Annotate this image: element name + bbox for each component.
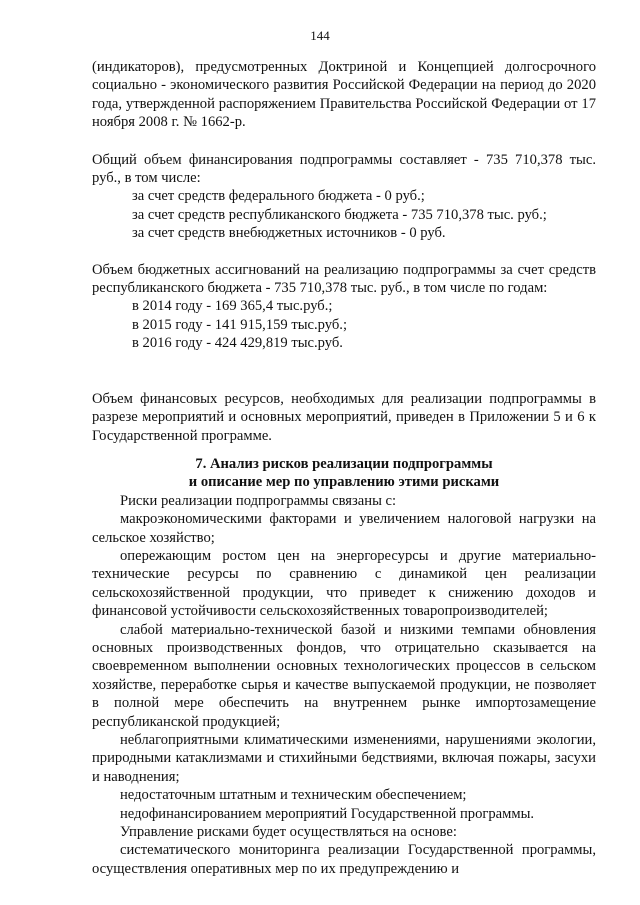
risk-item: опережающим ростом цен на энергоресурсы и другие материально-технические ресурсы по сравнению с динамикой цен реализации сельскохозяйственной продукции, что приведет к снижению доходов и финансовой устойчивости сельскохозяйственных товаропроизводителей; <box>92 547 596 620</box>
section-heading-line-1: 7. Анализ рисков реализации подпрограммы <box>195 455 493 472</box>
year-item: в 2014 году - 169 365,4 тыс.руб.; <box>132 298 333 315</box>
year-item: в 2015 году - 141 915,159 тыс.руб.; <box>132 316 348 333</box>
management-item: систематического мониторинга реализации Государственной программы, осуществления оперативных мер по их предупреждению и <box>92 842 596 877</box>
risk-item: слабой материально-технической базой и низкими темпами обновления основных производственных фондов, что отрицательно сказывается на своевременном выполнении основных технологических процессов в сельском хозяйстве, переработке сырья и качестве выпускаемой продукции, не позволяет в полной мере обеспечить на внутреннем рынке импортозамещение республиканской продукцией; <box>92 621 596 730</box>
page-number: 144 <box>310 28 330 43</box>
document-body <box>92 58 596 878</box>
risk-item: макроэкономическими факторами и увеличением налоговой нагрузки на сельское хозяйство; <box>92 511 596 546</box>
risks-intro: Риски реализации подпрограммы связаны с: <box>120 492 397 509</box>
risk-item: неблагоприятными климатическими изменениями, нарушениями экологии, природными катаклизмами и стихийными бедствиями, включая пожары, засухи и наводнения; <box>92 732 596 785</box>
financing-item: за счет средств внебюджетных источников - 0 руб. <box>132 225 446 242</box>
paragraph-indicators: (индикаторов), предусмотренных Доктриной и Концепцией долгосрочного социально - экономического развития Российской Федерации на период до 2020 года, утвержденной распоряжением Правительства Российской Федерации от 17 ноября 2008 г. № 1662-р. <box>92 59 596 131</box>
risk-item: недофинансированием мероприятий Государственной программы. <box>120 805 535 822</box>
management-intro: Управление рисками будет осуществляться на основе: <box>120 824 457 841</box>
year-item: в 2016 году - 424 429,819 тыс.руб. <box>132 335 343 352</box>
section-heading-line-2: и описание мер по управлению этими рисками <box>188 474 500 491</box>
paragraph-financing-total: Общий объем финансирования подпрограммы составляет - 735 710,378 тыс. руб., в том числе: <box>92 151 596 187</box>
financing-item: за счет средств федерального бюджета - 0 руб.; <box>132 188 425 205</box>
paragraph-allocations: Объем бюджетных ассигнований на реализацию подпрограммы за счет средств республиканского бюджета - 735 710,378 тыс. руб., в том числе по годам: <box>92 261 596 297</box>
financing-item: за счет средств республиканского бюджета - 735 710,378 тыс. руб.; <box>132 206 547 223</box>
risk-item: недостаточным штатным и техническим обеспечением; <box>120 787 467 804</box>
paragraph-resources: Объем финансовых ресурсов, необходимых для реализации подпрограммы в разрезе мероприятий и основных мероприятий, приведен в Приложении 5 и 6 к Государственной программе. <box>92 390 596 444</box>
